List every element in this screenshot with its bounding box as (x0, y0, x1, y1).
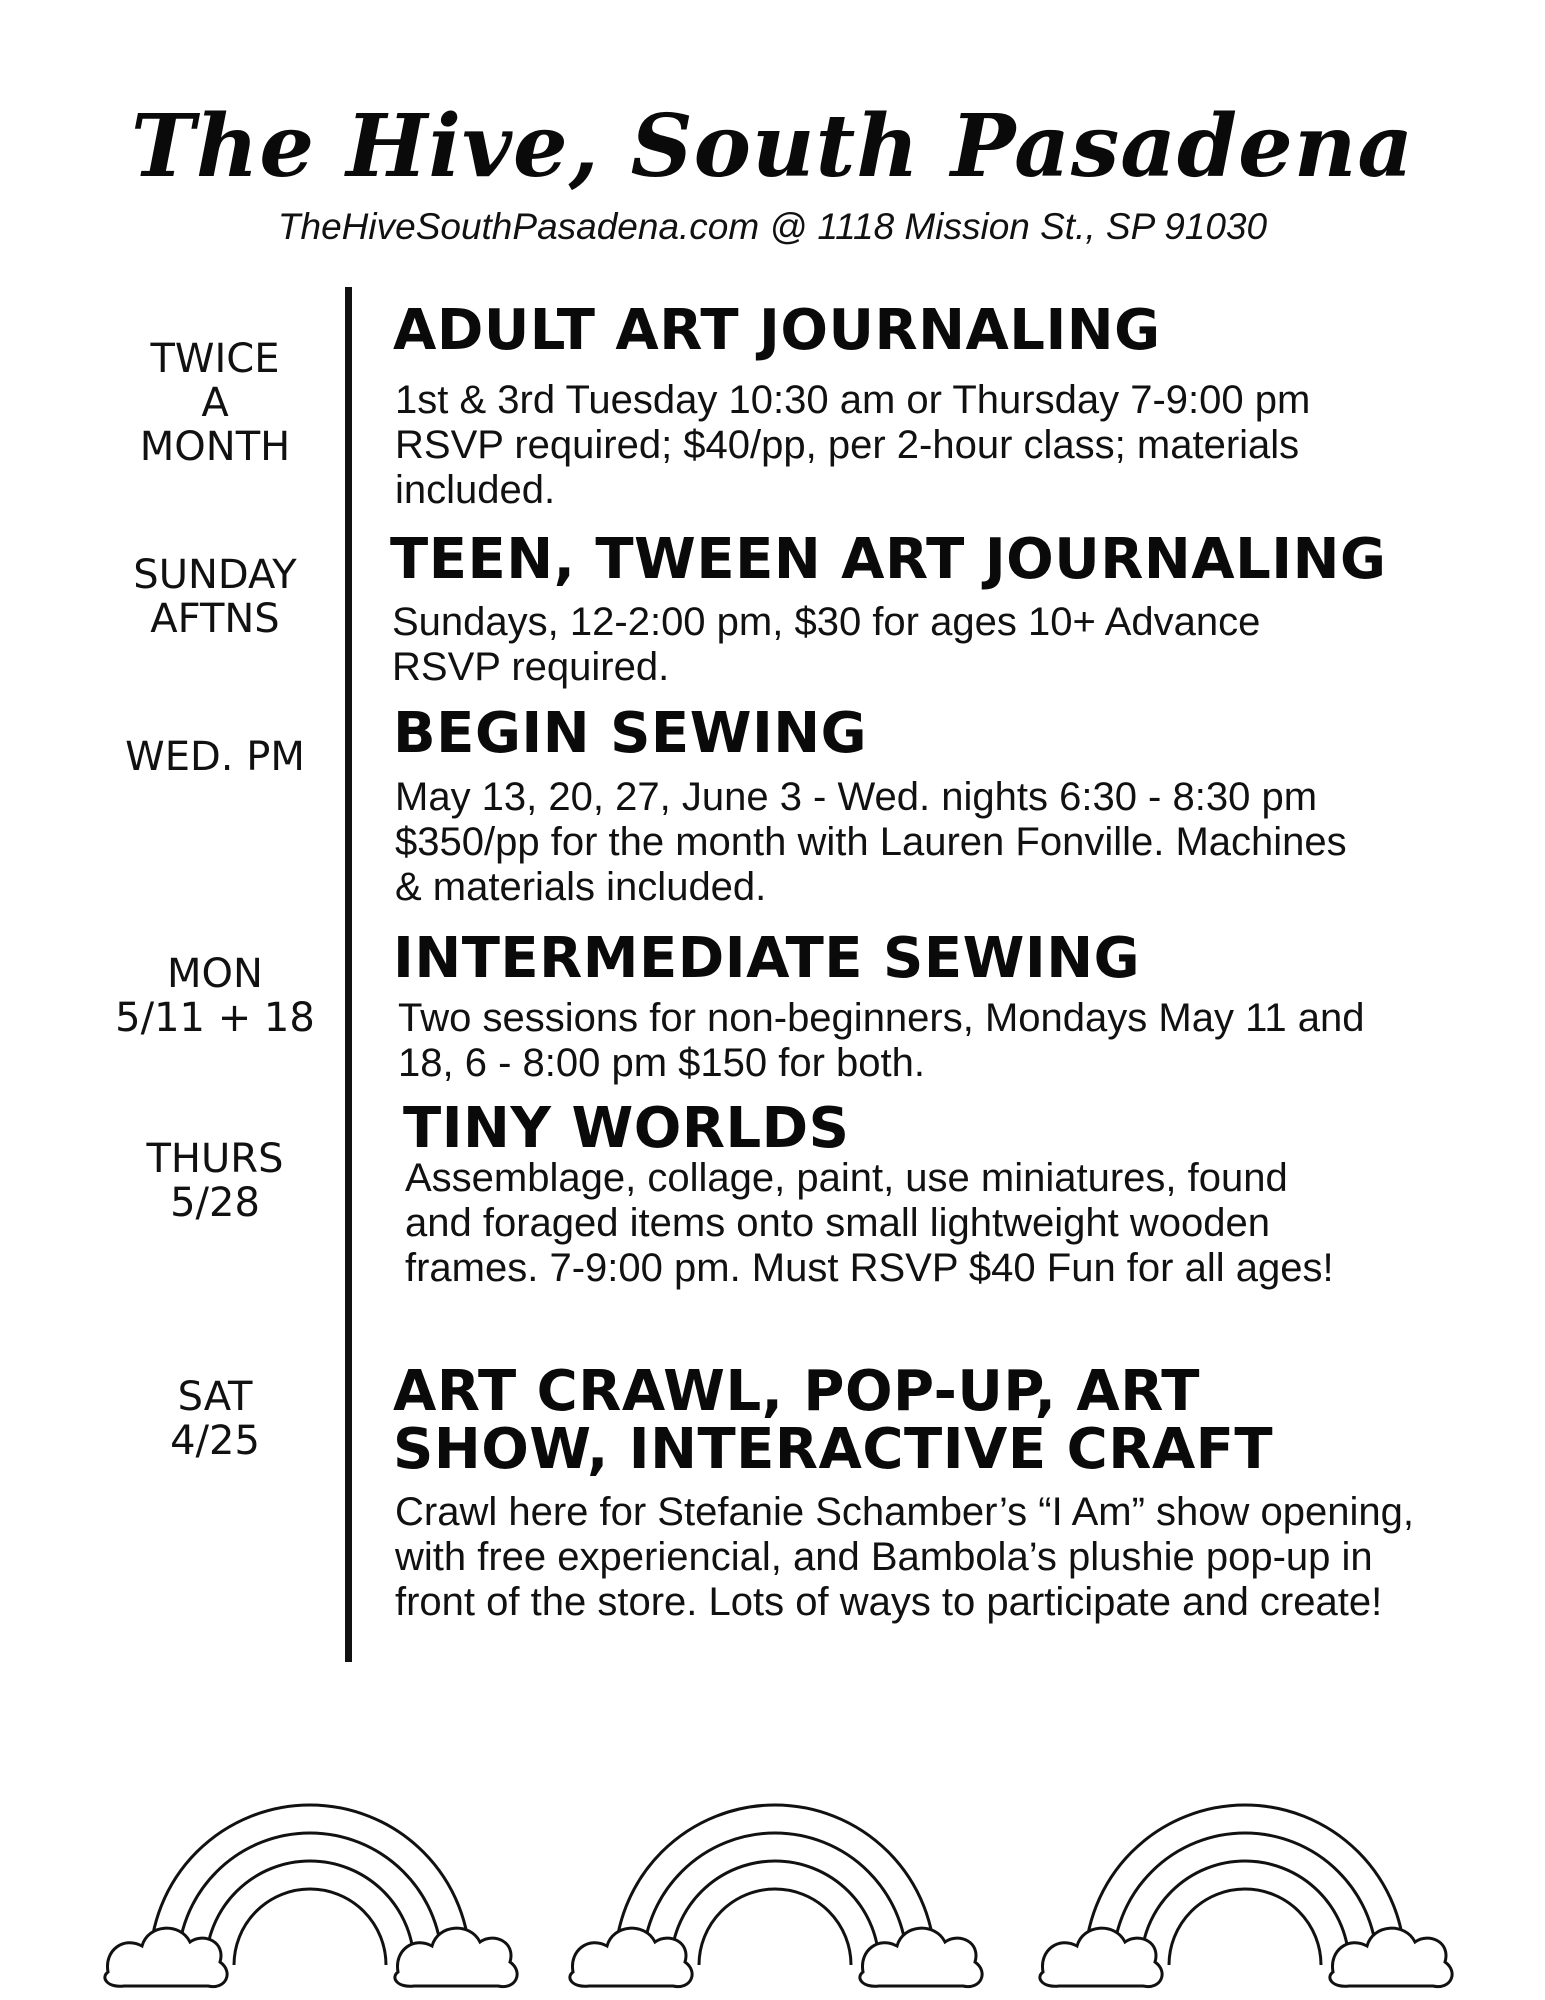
rainbow-icon (1035, 1710, 1455, 1990)
event-day-label: SAT 4/25 (170, 1374, 260, 1464)
address-subtitle: TheHiveSouthPasadena.com @ 1118 Mission St., SP 91030 (277, 206, 1268, 247)
vertical-divider (345, 287, 352, 1662)
event-day-label: SUNDAY AFTNS (133, 552, 297, 642)
event-description: Two sessions for non-beginners, Mondays May 11 and 18, 6 - 8:00 pm $150 for both. (398, 996, 1365, 1085)
rainbow-icon (100, 1710, 520, 1990)
event-title: TEEN, TWEEN ART JOURNALING (390, 527, 1387, 592)
page-title: The Hive, South Pasadena (130, 96, 1415, 197)
event-title: INTERMEDIATE SEWING (393, 926, 1141, 991)
event-description: 1st & 3rd Tuesday 10:30 am or Thursday 7-9:00 pm RSVP required; $40/pp, per 2-hour class; materials included. (395, 378, 1311, 512)
event-day-label: THURS 5/28 (146, 1136, 284, 1226)
event-day-label: TWICE A MONTH (139, 336, 291, 470)
event-description: May 13, 20, 27, June 3 - Wed. nights 6:30 - 8:30 pm $350/pp for the month with Lauren Fonville. Machines & materials included. (395, 775, 1347, 909)
event-description: Sundays, 12-2:00 pm, $30 for ages 10+ Advance RSVP required. (392, 600, 1261, 689)
rainbow-icon (565, 1710, 985, 1990)
event-day-label: WED. PM (125, 734, 305, 780)
event-description: Assemblage, collage, paint, use miniatures, found and foraged items onto small lightweight wooden frames. 7-9:00 pm. Must RSVP $40 Fun for all ages! (405, 1156, 1334, 1290)
event-title: ART CRAWL, POP-UP, ART SHOW, INTERACTIVE CRAFT (393, 1359, 1274, 1482)
event-day-label: MON 5/11 + 18 (115, 951, 315, 1041)
event-title: ADULT ART JOURNALING (393, 298, 1161, 363)
event-title: TINY WORLDS (403, 1096, 850, 1161)
event-title: BEGIN SEWING (393, 701, 868, 766)
event-description: Crawl here for Stefanie Schamber’s “I Am” show opening, with free experiencial, and Bambola’s plushie pop-up in front of the store. Lots of ways to participate and create! (395, 1490, 1415, 1624)
